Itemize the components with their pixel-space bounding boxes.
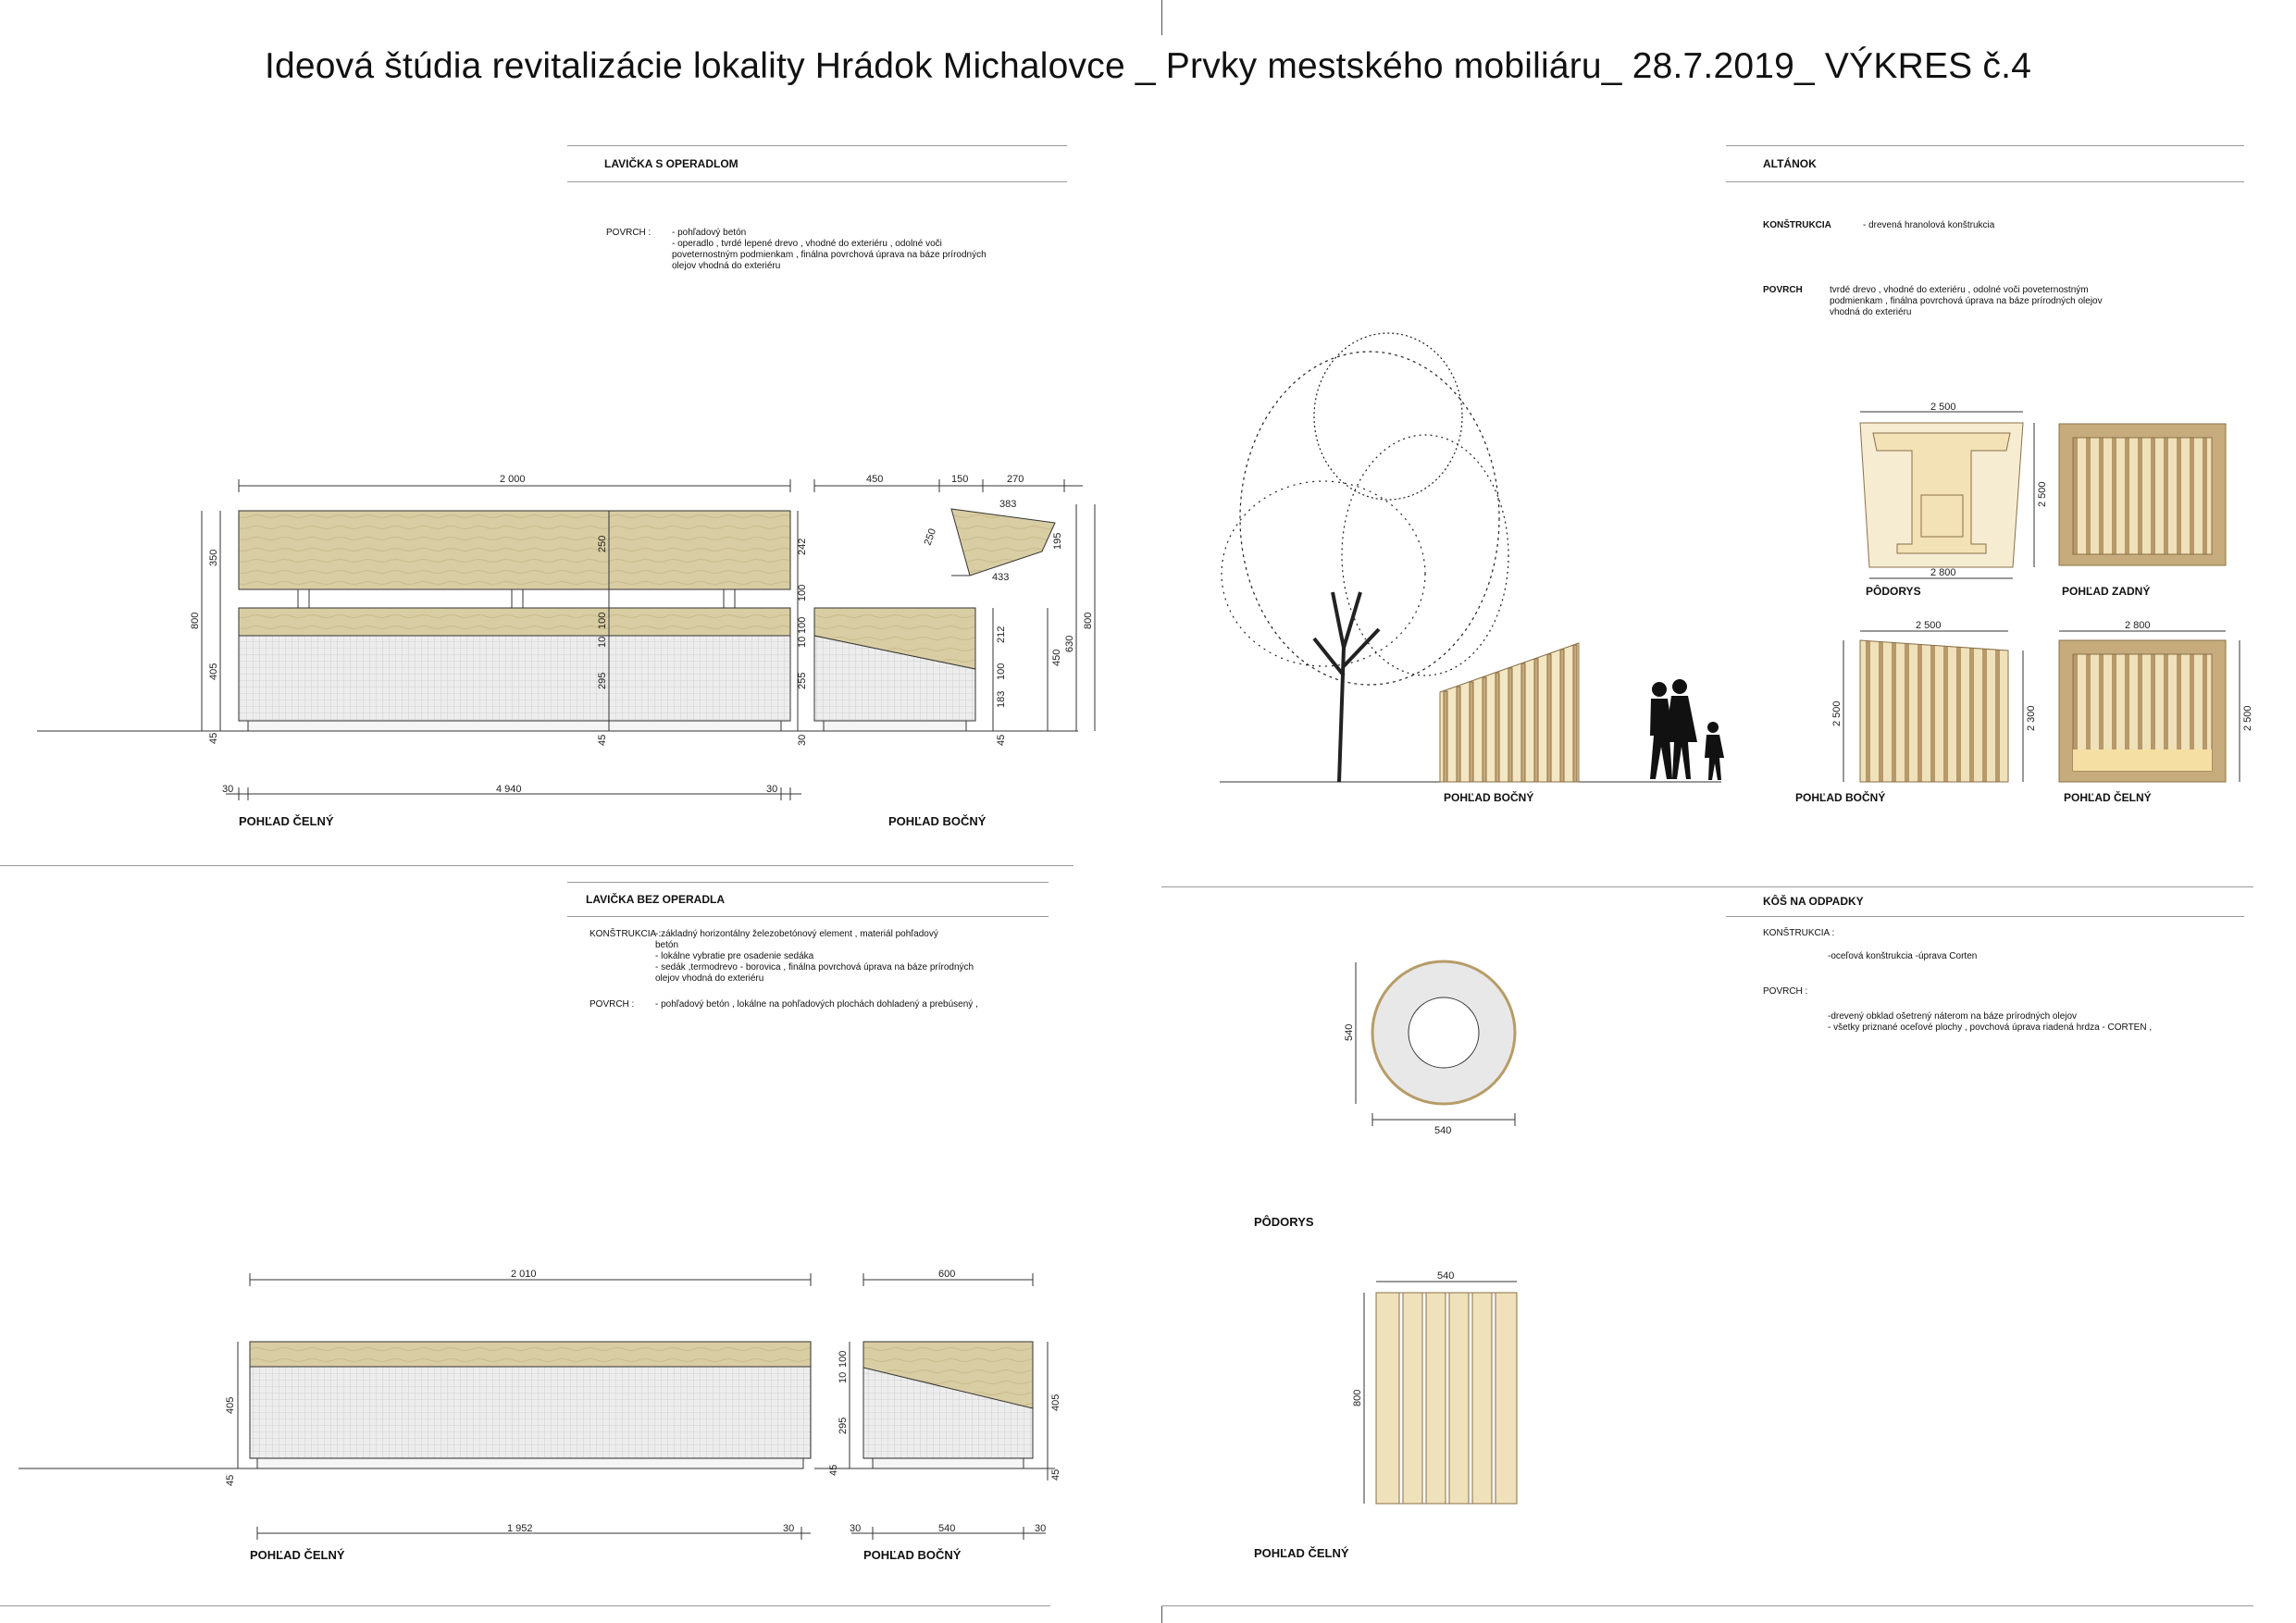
bin-plan-view — [1356, 961, 1515, 1126]
dim-body: 295 — [597, 672, 608, 689]
dim-side-base: 30 — [797, 734, 808, 746]
dim-side-r2: 100 — [797, 584, 808, 601]
dim-nb-side-h6: 45 — [1050, 1468, 1061, 1481]
gazebo-plan-label: PÔDORYS — [1866, 585, 1921, 598]
gazebo-header: ALTÁNOK — [1763, 157, 1817, 170]
dim-nb-width: 2 010 — [511, 1269, 537, 1280]
dim-side-h1: 2 500 — [1831, 700, 1843, 726]
dim-gap: 10 — [597, 636, 608, 648]
gazebo-front-label: POHĽAD ČELNÝ — [2064, 791, 2152, 804]
drawing-title: Ideová štúdia revitalizácie lokality Hrádok Michalovce _ Prvky mestského mobiliáru_ 28.7.2019_ VÝKRES č.4 — [264, 46, 2032, 86]
dim-side-w: 2 500 — [1916, 620, 1942, 631]
dim-nb-side-inner: 540 — [938, 1523, 956, 1534]
gazebo-plan — [1860, 412, 2034, 578]
bench-back-header: LAVIČKA S OPERADLOM — [604, 157, 738, 170]
dim-plan-top: 2 500 — [1930, 402, 1956, 413]
bench-noback-side-label: POHĽAD BOČNÝ — [863, 1548, 962, 1562]
dim-side-w1: 450 — [866, 474, 884, 485]
dim-side-back: 250 — [922, 527, 939, 548]
gazebo-back-label: POHĽAD ZADNÝ — [2062, 585, 2151, 598]
dim-back-inner: 250 — [597, 535, 608, 552]
dim-side-w2: 150 — [951, 474, 969, 485]
bin-front-label: POHĽAD ČELNÝ — [1254, 1546, 1349, 1560]
bench-back-side-view — [798, 479, 1095, 731]
bench-back-front-view-label: POHĽAD ČELNÝ — [239, 814, 334, 828]
dim-nb-h: 405 — [225, 1396, 236, 1414]
bench-noback-construction-label: KONŠTRUKCIA : — [590, 929, 662, 939]
dim-side-r3: 100 — [797, 616, 808, 634]
gazebo-surface-text: tvrdé drevo , vhodné do exteriéru , odolné voči poveternostným podmienkam , finálna povrchová úprava na báze prírodných olejov vhodná do exteriéru — [1830, 285, 2103, 317]
dim-front-width: 2 000 — [500, 474, 526, 485]
bin-front-view — [1364, 1282, 1517, 1504]
seat-slab — [239, 608, 790, 636]
dim-front-w: 2 800 — [2125, 620, 2151, 631]
dim-bin-front-h: 800 — [1352, 1389, 1363, 1406]
bin-header: KÔŠ NA ODPADKY — [1763, 895, 1864, 908]
dim-base-height: 45 — [208, 732, 219, 744]
dim-nb-end: 30 — [783, 1523, 795, 1534]
bench-noback-header: LAVIČKA BEZ OPERADLA — [586, 893, 725, 906]
dim-nb-side-h4: 405 — [1050, 1394, 1061, 1411]
dim-side-top: 383 — [999, 499, 1017, 510]
bench-back-side-view-label: POHĽAD BOČNÝ — [888, 814, 987, 828]
bench-back-surface-label: POVRCH : — [606, 228, 652, 238]
dim-side-h1: 450 — [1051, 649, 1062, 666]
dim-bin-plan-h: 540 — [1344, 1023, 1355, 1041]
bench-noback-surface-label: POVRCH : — [590, 999, 635, 1010]
dim-side-bottom: 433 — [992, 572, 1010, 583]
bench-noback-front-label: POHĽAD ČELNÝ — [250, 1548, 345, 1562]
dim-side-right: 242 — [797, 538, 808, 555]
dim-front-h: 2 500 — [2242, 705, 2253, 731]
bench-noback-construction-text: - základný horizontálny železobetónový element , materiál pohľadový betón - lokálne vybratie pre osadenie sedáka - sedák ,termodrevo - borovica , finálna povrchová úprava na báze prírodných olejov vhodná do exteriéru — [655, 929, 974, 984]
dim-nb-side-h2: 10 — [838, 1371, 849, 1383]
gazebo-side-view — [1843, 631, 2023, 782]
gazebo-back-view — [2059, 424, 2226, 565]
dim-total-height: 800 — [190, 612, 201, 629]
bin-construction-label: KONŠTRUKCIA : — [1763, 928, 1835, 938]
dim-end-right: 30 — [766, 784, 778, 795]
dim-nb-side-h1: 100 — [838, 1350, 849, 1368]
bin-surface-text: -drevený obklad ošetrený náterom na báze prírodných olejov - všetky priznané oceľové plochy , povchová úprava riadená hrdza - CORTEN , — [1828, 1011, 2153, 1033]
people-silhouettes — [1650, 679, 1724, 780]
backrest-post — [298, 589, 309, 608]
bench-noback-surface-text: - pohľadový betón , lokálne na pohľadových plochách dohladený a prebúsený , — [655, 999, 978, 1010]
dim-side-w3: 270 — [1007, 474, 1024, 485]
dim-nb-side-end-l: 30 — [850, 1523, 862, 1534]
dim-side-h2: 2 300 — [2026, 705, 2037, 731]
bench-back-surface-text: - pohľadový betón - operadlo , tvrdé lepené drevo , vhodné do exteriéru , odolné voči poveternostným podmienkam , finálna povrchová úprava na báze prírodných olejov vhodná do exteriéru — [672, 228, 987, 271]
concrete-body — [239, 636, 790, 721]
dim-total-width: 4 940 — [496, 784, 522, 795]
bench-noback-side-view — [814, 1273, 1055, 1540]
side-backrest — [951, 509, 1055, 576]
dim-nb-side-w: 600 — [938, 1269, 956, 1280]
backrest — [239, 511, 790, 589]
dim-side-r7: 100 — [996, 663, 1007, 680]
dim-side-r8: 183 — [996, 690, 1007, 708]
backrest-post — [512, 589, 523, 608]
dim-nb-side-h5: 45 — [828, 1464, 839, 1476]
bin-construction-text: -oceľová konštrukcia -úprava Corten — [1828, 951, 1978, 961]
dim-base-mid: 45 — [597, 734, 608, 746]
dim-plan-bottom: 2 800 — [1930, 567, 1956, 578]
dim-side-tip: 195 — [1052, 532, 1063, 550]
dim-nb-side-h3: 295 — [838, 1417, 849, 1434]
gazebo-side-label: POHĽAD BOČNÝ — [1795, 791, 1886, 804]
dim-nb-side-end-r: 30 — [1035, 1523, 1047, 1534]
bench-noback-front-view — [19, 1273, 811, 1540]
dim-side-r9: 45 — [996, 734, 1007, 746]
dim-bin-front-w: 540 — [1437, 1270, 1455, 1282]
base-plinth — [248, 721, 781, 731]
dim-seat-height: 405 — [208, 663, 219, 680]
bin-surface-label: POVRCH : — [1763, 986, 1808, 997]
gazebo-scene-side-label: POHĽAD BOČNÝ — [1444, 791, 1534, 804]
bin-plan-label: PÔDORYS — [1254, 1215, 1314, 1229]
dim-bin-plan-d: 540 — [1434, 1125, 1452, 1136]
dim-side-h3: 800 — [1083, 612, 1094, 629]
backrest-post — [724, 589, 735, 608]
dim-side-r4: 10 — [797, 636, 808, 648]
dim-nb-base: 45 — [225, 1474, 236, 1486]
gazebo-front-view — [2059, 631, 2240, 782]
dim-seat-slab: 100 — [597, 612, 608, 629]
dim-side-r6: 212 — [996, 626, 1007, 643]
gazebo-scene — [1220, 333, 1724, 782]
dim-side-r5: 255 — [797, 672, 808, 689]
dim-side-h2: 630 — [1064, 635, 1075, 652]
gazebo-construction-label: KONŠTRUKCIA — [1763, 220, 1831, 230]
dim-nb-inner: 1 952 — [507, 1523, 533, 1534]
gazebo-construction-text: - drevená hranolová konštrukcia — [1863, 220, 1995, 230]
dim-plan-side: 2 500 — [2037, 481, 2048, 507]
gazebo-surface-label: POVRCH — [1763, 285, 1803, 295]
dim-back-height: 350 — [208, 549, 219, 566]
dim-end-left: 30 — [222, 784, 234, 795]
